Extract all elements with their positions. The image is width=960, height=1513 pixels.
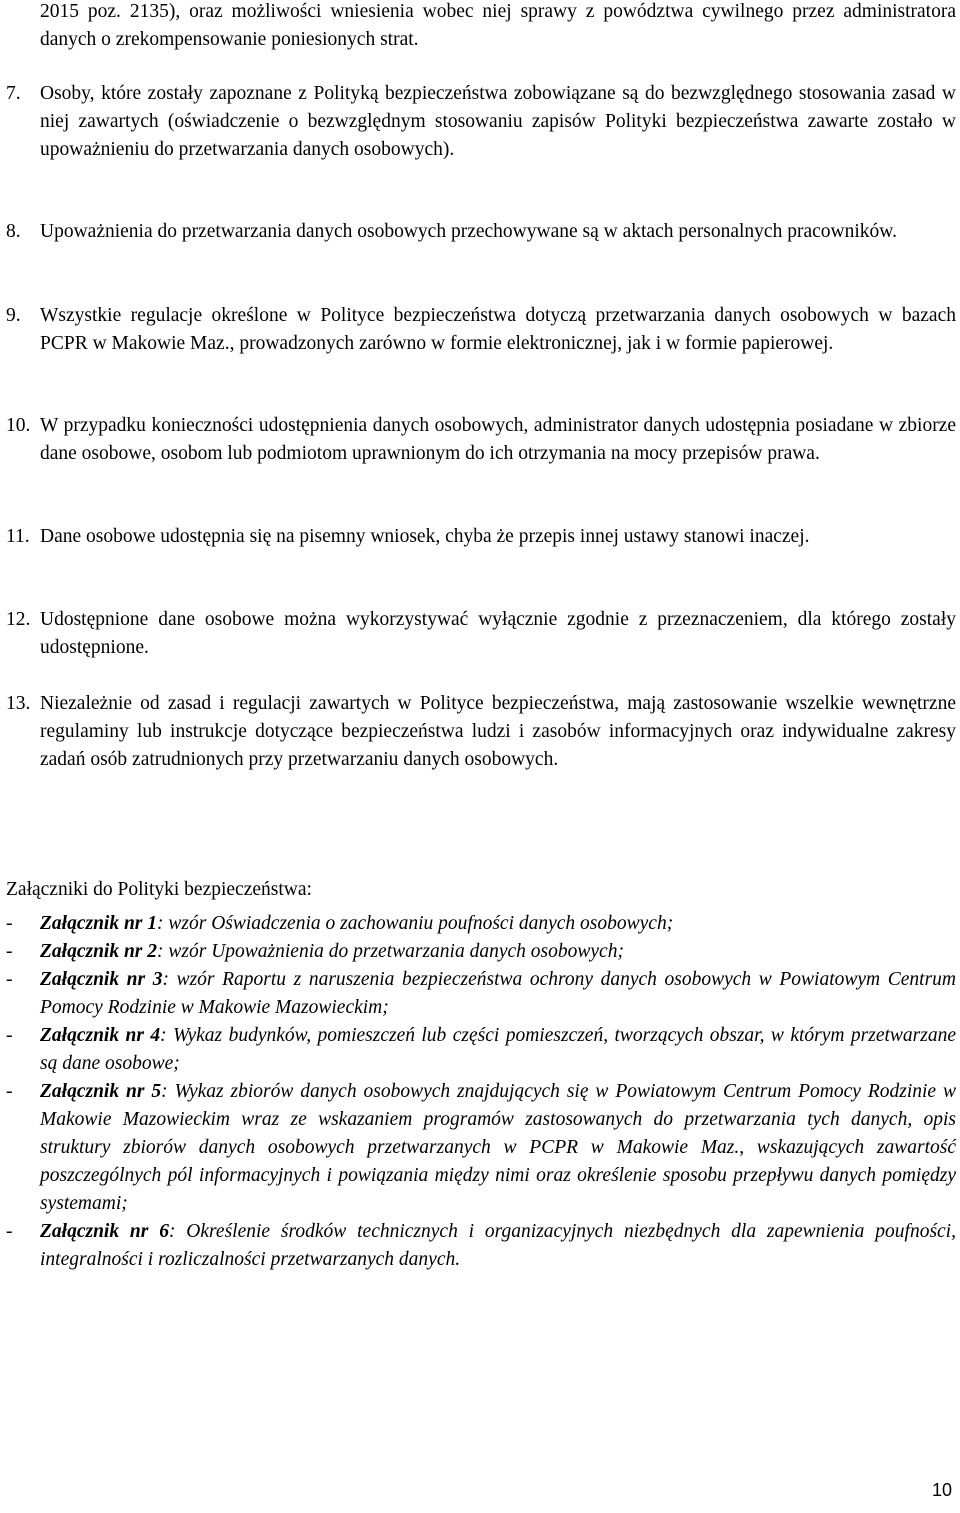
paragraph-text: Upoważnienia do przetwarzania danych osobowych przechowywane są w aktach personalnych pracowników. <box>40 221 897 242</box>
attachment-item-4 <box>6 1022 956 1078</box>
paragraph-number: 11. <box>6 526 30 547</box>
paragraph-number: 8. <box>6 221 21 242</box>
attachment-name: Załącznik nr 3 <box>40 969 163 990</box>
paragraph-text: Dane osobowe udostępnia się na pisemny wniosek, chyba że przepis innej ustawy stanowi inaczej. <box>40 526 810 547</box>
paragraph-8 <box>6 218 956 246</box>
list-dash: - <box>6 1025 13 1046</box>
paragraph-number: 12. <box>6 609 31 630</box>
attachment-name: Załącznik nr 6 <box>40 1221 169 1242</box>
paragraph-text: Wszystkie regulacje określone w Polityce bezpieczeństwa dotyczą przetwarzania danych osobowych w bazach PCPR w Makowie Maz., prowadzonych zarówno w formie elektronicznej, jak i w formie papierowej. <box>40 305 956 354</box>
paragraph-9 <box>6 302 956 358</box>
paragraph-number: 7. <box>6 83 21 104</box>
paragraph-7 <box>6 80 956 164</box>
attachment-name: Załącznik nr 1 <box>40 913 158 934</box>
paragraph-10 <box>6 412 956 468</box>
paragraph-13 <box>6 690 956 774</box>
attachment-item-1 <box>6 910 956 938</box>
paragraph-number: 9. <box>6 305 21 326</box>
attachment-text: : wzór Raportu z naruszenia bezpieczeństwa ochrony danych osobowych w Powiatowym Centrum Pomocy Rodzinie w Makowie Mazowieckim; <box>40 969 956 1018</box>
attachment-text: : Określenie środków technicznych i organizacyjnych niezbędnych dla zapewnienia poufności, integralności i rozliczalności przetwarzanych danych. <box>40 1221 956 1270</box>
attachment-text: : Wykaz budynków, pomieszczeń lub części pomieszczeń, tworzących obszar, w którym przetwarzane są dane osobowe; <box>40 1025 956 1074</box>
list-dash: - <box>6 1221 13 1242</box>
paragraph-number: 10. <box>6 415 31 436</box>
intro-fragment: 2015 poz. 2135), oraz możliwości wniesienia wobec niej sprawy z powództwa cywilnego przez administratora danych o zrekompensowanie poniesionych strat. <box>40 1 956 50</box>
attachments-list <box>6 910 956 1274</box>
attachment-item-2 <box>6 938 956 966</box>
attachment-item-6 <box>6 1218 956 1274</box>
paragraph-text: Niezależnie od zasad i regulacji zawartych w Polityce bezpieczeństwa, mają zastosowanie wszelkie wewnętrzne regulaminy lub instrukcje dotyczące bezpieczeństwa ludzi i zasobów informacyjnych oraz indywidualne zakresy zadań osób zatrudnionych przy przetwarzaniu danych osobowych. <box>40 693 956 770</box>
page-number: 10 <box>931 1480 952 1500</box>
list-dash: - <box>6 1081 13 1102</box>
paragraph-text: Osoby, które zostały zapoznane z Polityką bezpieczeństwa zobowiązane są do bezwzględnego stosowania zasad w niej zawartych (oświadczenie o bezwzględnym stosowaniu zapisów Polityki bezpieczeństwa zawarte zostało w upoważnieniu do przetwarzania danych osobowych). <box>40 83 956 160</box>
attachment-item-3 <box>6 966 956 1022</box>
list-dash: - <box>6 941 13 962</box>
attachment-name: Załącznik nr 2 <box>40 941 158 962</box>
attachment-name: Załącznik nr 4 <box>40 1025 161 1046</box>
list-dash: - <box>6 969 13 990</box>
attachment-text: : Wykaz zbiorów danych osobowych znajdujących się w Powiatowym Centrum Pomocy Rodzinie w Makowie Mazowieckim wraz ze wskazaniem programów zastosowanych do przetwarzania tych danych, opis struktury zbiorów danych osobowych przetwarzanych w PCPR w Makowie Maz., wskazujących zawartość poszczególnych pól informacyjnych i powiązania między nimi oraz określenie sposobu przepływu danych pomiędzy systemami; <box>40 1081 956 1214</box>
attachment-text: : wzór Oświadczenia o zachowaniu poufności danych osobowych; <box>157 913 674 934</box>
paragraph-text: W przypadku konieczności udostępnienia danych osobowych, administrator danych udostępnia posiadane w zbiorze dane osobowe, osobom lub podmiotom uprawnionym do ich otrzymania na mocy przepisów prawa. <box>40 415 956 464</box>
paragraph-12 <box>6 606 956 662</box>
attachments-heading: Załączniki do Polityki bezpieczeństwa: <box>6 879 312 900</box>
attachment-text: : wzór Upoważnienia do przetwarzania danych osobowych; <box>157 941 624 962</box>
paragraph-text: Udostępnione dane osobowe można wykorzystywać wyłącznie zgodnie z przeznaczeniem, dla którego zostały udostępnione. <box>40 609 956 658</box>
paragraph-11 <box>6 523 956 551</box>
attachment-item-5 <box>6 1078 956 1218</box>
list-dash: - <box>6 913 13 934</box>
attachment-name: Załącznik nr 5 <box>40 1081 162 1102</box>
paragraph-number: 13. <box>6 693 31 714</box>
